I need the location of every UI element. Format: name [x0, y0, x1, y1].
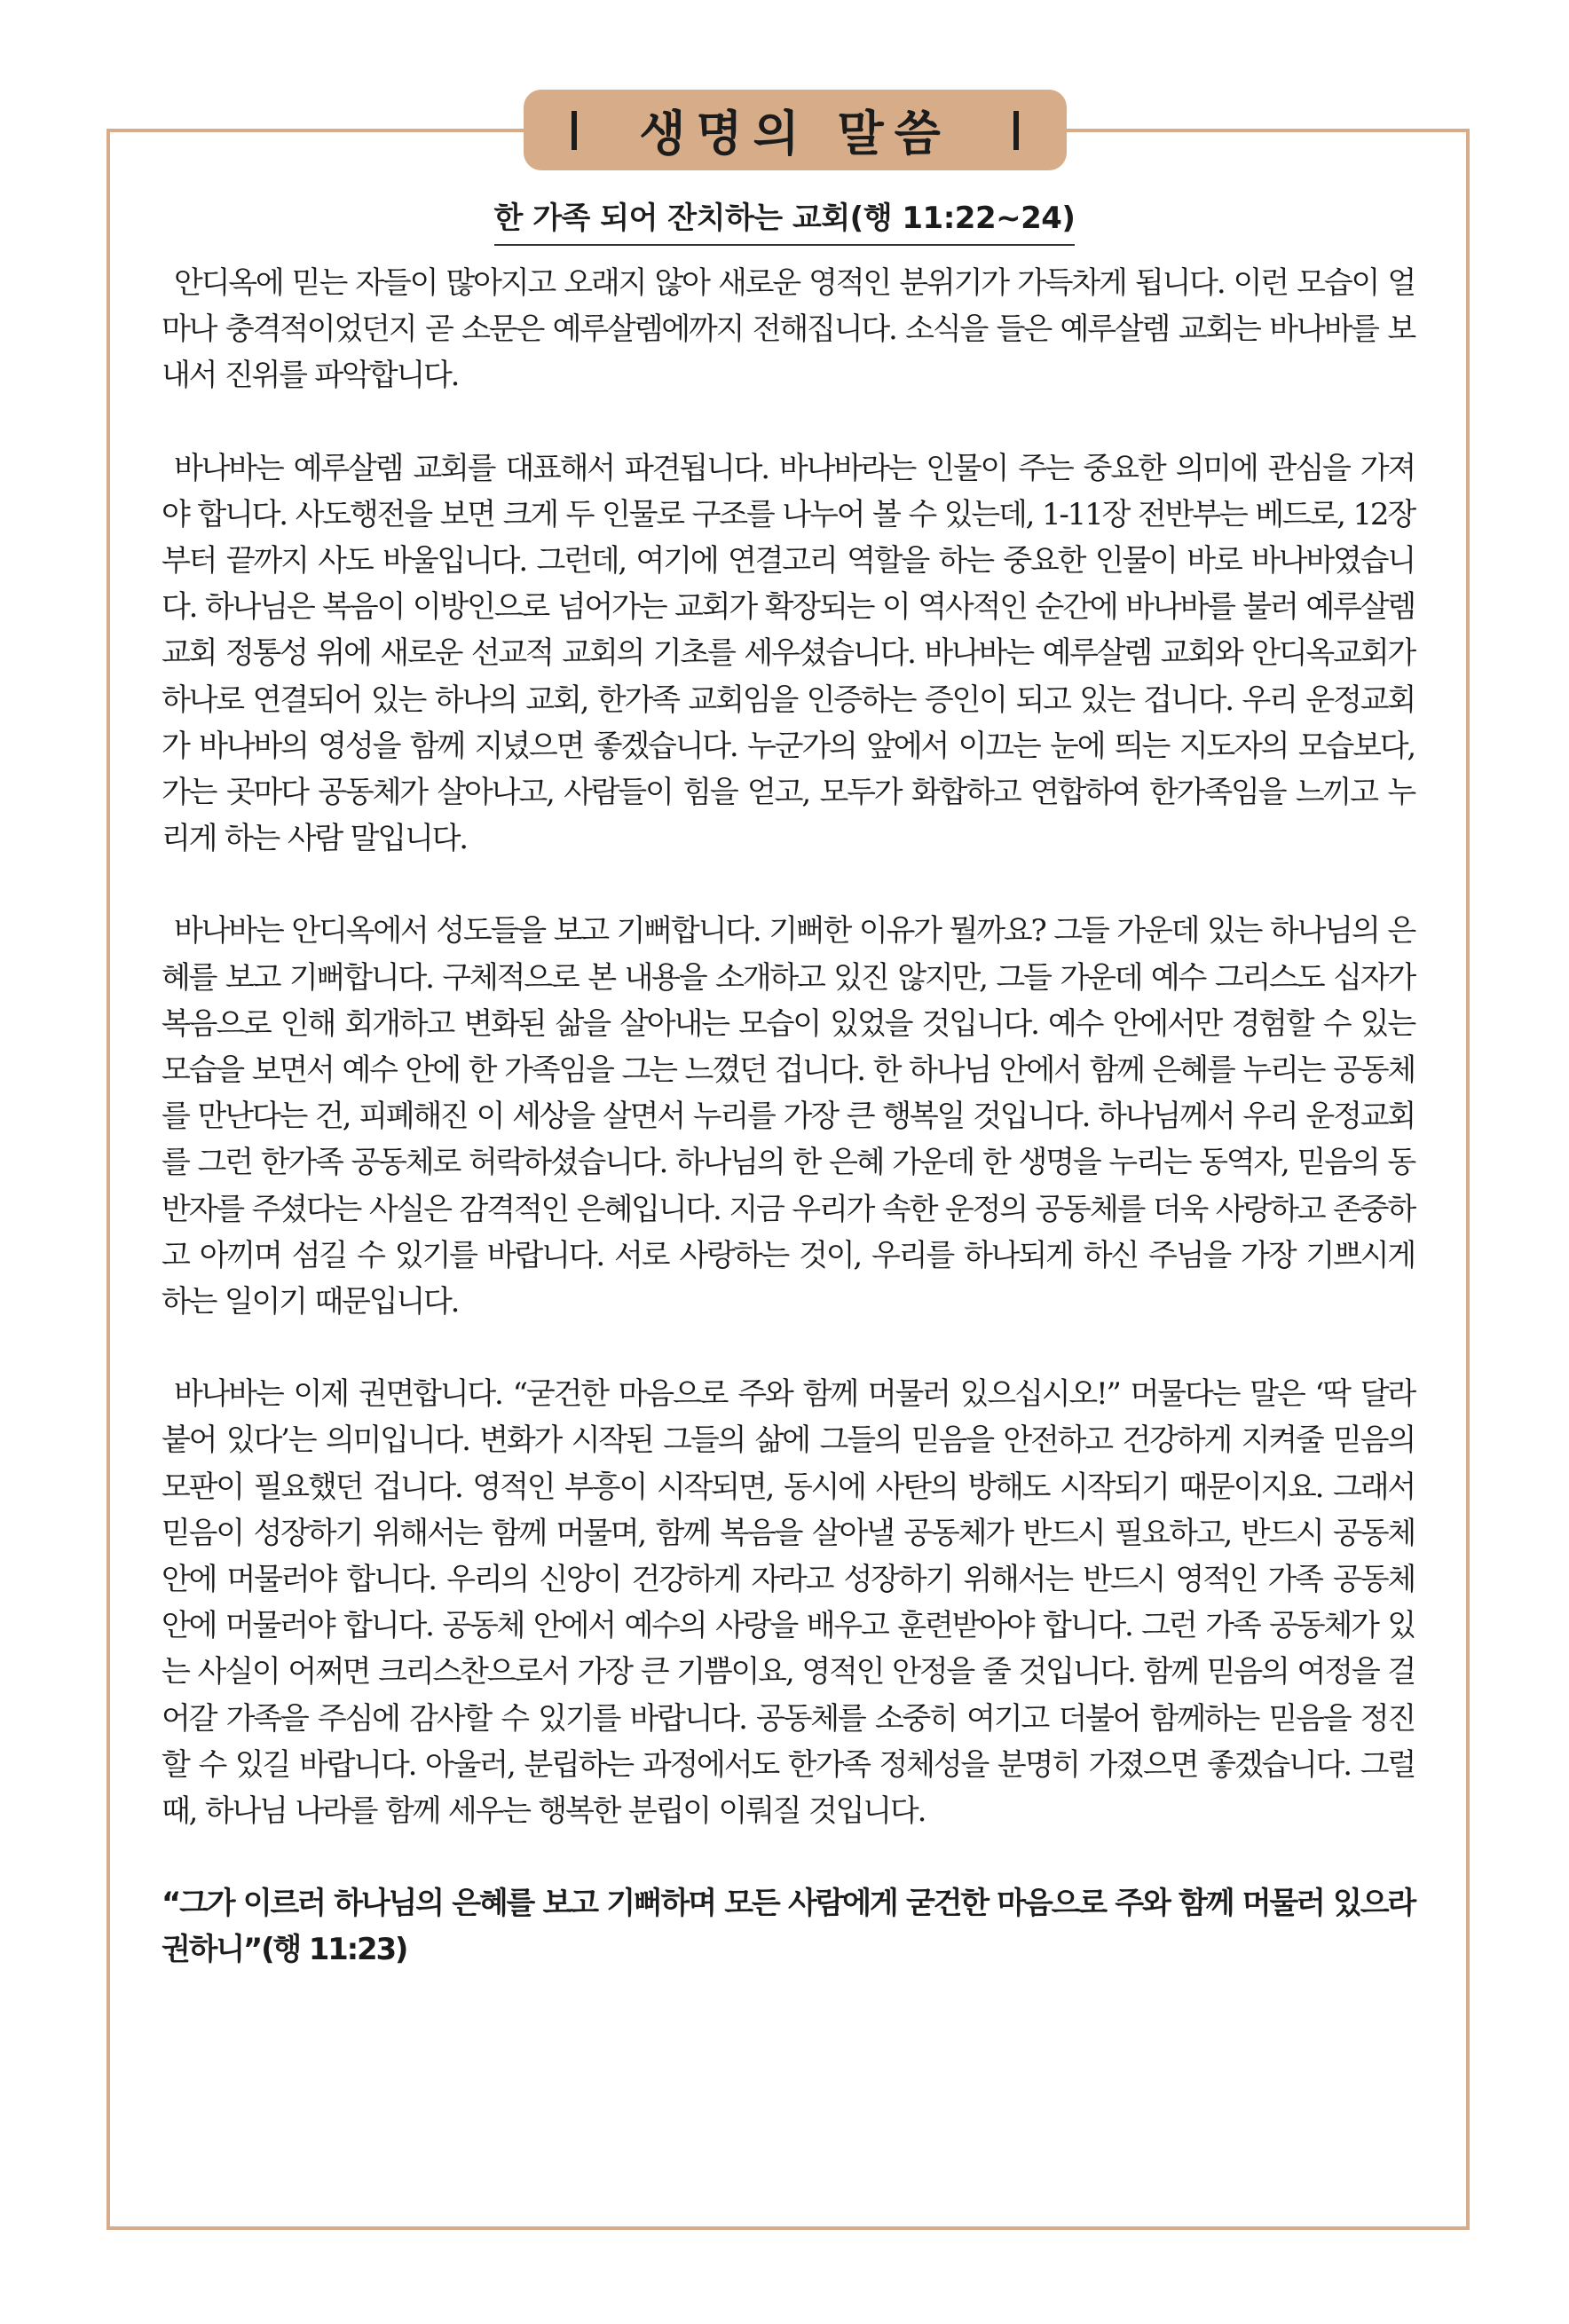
paragraph-4: 바나바는 이제 권면합니다. “굳건한 마음으로 주와 함께 머물러 있으십시오!” 머물다는 말은 ‘딱 달라붙어 있다’는 의미입니다. 변화가 시작된 그들의 삶에 그들의 믿음을 안전하고 건강하게 지켜줄 믿음의 모판이 필요했던 겁니다. 영적인 부흥이 시작되면, 동시에 사탄의 방해도 시작되기 때문이지요. 그래서 믿음이 성장하기 위해서는 함께 머물며, 함께 복음을 살아낼 공동체가 반드시 필요하고, 반드시 공동체 안에 머물러야 합니다. 우리의 신앙이 건강하게 자라고 성장하기 위해서는 반드시 영적인 가족 공동체 안에 머물러야 합니다. 공동체 안에서 예수의 사랑을 배우고 훈련받아야 합니다. 그런 가족 공동체가 있는 사실이 어쩌면 크리스찬으로서 가장 큰 기쁨이요, 영적인 안정을 줄 것입니다. 함께 믿음의 여정을 걸어갈 가족을 주심에 감사할 수 있기를 바랍니다. 공동체를 소중히 여기고 더불어 함께하는 믿음을 정진할 수 있길 바랍니다. 아울러, 분립하는 과정에서도 한가족 정체성을 분명히 가졌으면 좋겠습니다. 그럴 때, 하나님 나라를 함께 세우는 행복한 분립이 이뤄질 것입니다. [162, 1376, 1415, 1830]
paragraph-1: 안디옥에 믿는 자들이 많아지고 오래지 않아 새로운 영적인 분위기가 가득차게 됩니다. 이런 모습이 얼마나 충격적이었던지 곧 소문은 예루살렘에까지 전해집니다. 소식을 들은 예루살렘 교회는 바나바를 보내서 진위를 파악합니다. [162, 265, 1415, 394]
paragraph-2: 바나바는 예루살렘 교회를 대표해서 파견됩니다. 바나바라는 인물이 주는 중요한 의미에 관심을 가져야 합니다. 사도행전을 보면 크게 두 인물로 구조를 나누어 볼 수 있는데, 1-11장 전반부는 베드로, 12장부터 끝까지 사도 바울입니다. 그런데, 여기에 연결고리 역할을 하는 중요한 인물이 바로 바나바였습니다. 하나님은 복음이 이방인으로 넘어가는 교회가 확장되는 이 역사적인 순간에 바나바를 불러 예루살렘 교회 정통성 위에 새로운 선교적 교회의 기초를 세우셨습니다. 바나바는 예루살렘 교회와 안디옥교회가 하나로 연결되어 있는 하나의 교회, 한가족 교회임을 인증하는 증인이 되고 있는 겁니다. 우리 운정교회가 바나바의 영성을 함께 지녔으면 좋겠습니다. 누군가의 앞에서 이끄는 눈에 띄는 지도자의 모습보다, 가는 곳마다 공동체가 살아나고, 사람들이 힘을 얻고, 모두가 화합하고 연합하여 한가족임을 느끼고 누리게 하는 사람 말입니다. [162, 450, 1415, 857]
scripture-quote: “그가 이르러 하나님의 은혜를 보고 기뻐하며 모든 사람에게 굳건한 마음으로 주와 함께 머물러 있으라 권하니”(행 11:23) [162, 1886, 1415, 1968]
sermon-body [162, 260, 1415, 1973]
sermon-title-wrap [0, 193, 1569, 246]
paragraph-3: 바나바는 안디옥에서 성도들을 보고 기뻐합니다. 기뻐한 이유가 뭘까요? 그들 가운데 있는 하나님의 은혜를 보고 기뻐합니다. 구체적으로 본 내용을 소개하고 있진 않지만, 그들 가운데 예수 그리스도 십자가 복음으로 인해 회개하고 변화된 삶을 살아내는 모습이 있었을 것입니다. 예수 안에서만 경험할 수 있는 모습을 보면서 예수 안에 한 가족임을 그는 느꼈던 겁니다. 한 하나님 안에서 함께 은혜를 누리는 공동체를 만난다는 건, 피폐해진 이 세상을 살면서 누리를 가장 큰 행복일 것입니다. 하나님께서 우리 운정교회를 그런 한가족 공동체로 허락하셨습니다. 하나님의 한 은혜 가운데 한 생명을 누리는 동역자, 믿음의 동반자를 주셨다는 사실은 감격적인 은혜입니다. 지금 우리가 속한 운정의 공동체를 더욱 사랑하고 존중하고 아끼며 섬길 수 있기를 바랍니다. 서로 사랑하는 것이, 우리를 하나되게 하신 주님을 가장 기쁘시게 하는 일이기 때문입니다. [162, 913, 1415, 1320]
section-title: 생명의 말씀 [639, 106, 951, 161]
sermon-title: 한 가족 되어 잔치하는 교회(행 11:22~24) [494, 193, 1076, 246]
header-left-bar [572, 111, 577, 150]
header-right-bar [1013, 111, 1019, 150]
section-header-tab [524, 90, 1067, 170]
